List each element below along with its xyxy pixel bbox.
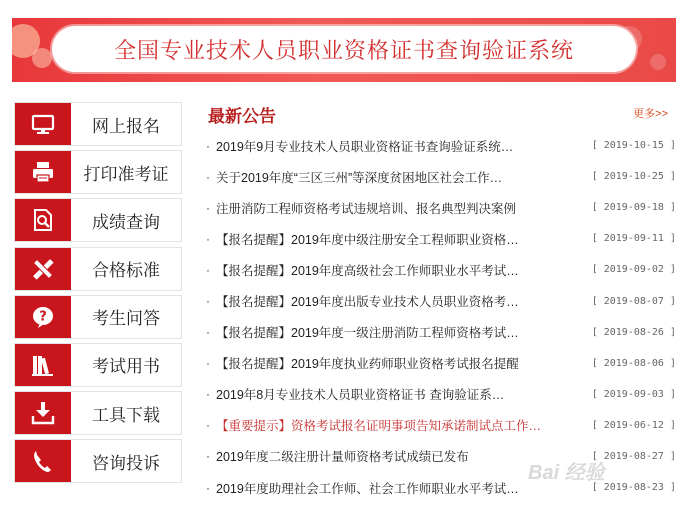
list-item[interactable] [200,223,676,254]
sidebar-item-score-query[interactable] [14,198,182,242]
bullet-icon: · [206,418,210,433]
sidebar-item-label: 成绩查询 [92,212,160,232]
decor-circle [650,54,666,70]
news-item-title[interactable]: 2019年度二级注册计量师资格考试成绩已发布 [216,450,469,465]
sidebar-item-tool-download[interactable] [14,391,182,435]
bullet-icon: · [206,294,210,309]
news-item-date: [ 2019-06-12 ] [591,419,676,431]
list-item[interactable] [200,285,676,316]
news-item-date: [ 2019-08-27 ] [591,450,676,462]
phone-icon [15,440,71,482]
sidebar-item-candidate-qa[interactable] [14,295,182,339]
sidebar-item-label: 咨询投诉 [92,453,160,473]
news-item-date: [ 2019-08-23 ] [591,482,676,494]
news-item-date: [ 2019-10-15 ] [591,140,676,152]
news-item-date: [ 2019-09-11 ] [591,233,676,245]
news-item-date: [ 2019-08-06 ] [591,357,676,369]
sidebar-item-label: 考试用书 [92,357,160,377]
search-document-icon [15,199,71,241]
books-icon [15,344,71,386]
title-pill [52,26,636,72]
sidebar-item-consult-complaint[interactable] [14,439,182,483]
sidebar-item-label: 合格标准 [92,261,160,281]
more-link[interactable]: 更多>> [633,108,668,120]
sidebar-item-passing-standard[interactable] [14,247,182,291]
list-item[interactable] [200,161,676,192]
news-item-title[interactable]: 【报名提醒】2019年度出版专业技术人员职业资格考… [216,295,519,310]
sidebar-item-online-registration[interactable] [14,102,182,146]
sidebar-item-label: 打印准考证 [83,164,169,184]
news-item-date: [ 2019-09-18 ] [591,202,676,214]
bullet-icon: · [206,325,210,340]
bullet-icon: · [206,138,210,153]
news-item-title-important[interactable]: 【重要提示】资格考试报名证明事项告知承诺制试点工作… [216,419,542,434]
page-title: 全国专业技术人员职业资格证书查询验证系统 [113,37,574,63]
watermark: Bai 经验 [528,462,605,484]
bullet-icon: · [206,200,210,215]
sidebar-item-label: 考生问答 [92,309,160,329]
decor-circle [32,48,52,68]
news-item-title[interactable]: 注册消防工程师资格考试违规培训、报名典型判决案例 [216,201,517,216]
list-item[interactable] [200,379,676,410]
header-banner [12,18,676,82]
news-item-title[interactable]: 2019年8月专业技术人员职业资格证书 查询验证系… [216,388,505,403]
list-item[interactable] [200,130,676,161]
news-item-date: [ 2019-09-03 ] [591,388,676,400]
announcements-list [200,130,676,503]
monitor-icon [15,103,71,145]
bullet-icon: · [206,169,210,184]
sidebar-menu [14,102,182,488]
news-item-date: [ 2019-08-07 ] [591,295,676,307]
sidebar-item-print-admission-ticket[interactable] [14,150,182,194]
svg-text:?: ? [39,309,47,325]
list-item[interactable] [200,192,676,223]
list-item[interactable] [200,254,676,285]
announcements-title: 最新公告 [208,107,276,126]
pencil-ruler-icon [15,248,71,290]
news-item-title[interactable]: 关于2019年度“三区三州”等深度贫困地区社会工作… [216,170,503,185]
news-item-title[interactable]: 【报名提醒】2019年度中级注册安全工程师职业资格… [216,232,519,247]
news-item-title[interactable]: 【报名提醒】2019年度执业药师职业资格考试报名提醒 [216,357,519,372]
question-bubble-icon [15,296,71,338]
announcements-header [200,100,676,126]
bullet-icon: · [206,356,210,371]
news-item-title[interactable]: 【报名提醒】2019年度高级社会工作师职业水平考试… [216,263,519,278]
bullet-icon: · [206,449,210,464]
list-item[interactable] [200,410,676,441]
news-item-title[interactable]: 2019年度助理社会工作师、社会工作师职业水平考试… [216,481,519,496]
sidebar-item-label: 网上报名 [92,116,160,136]
sidebar-item-label: 工具下载 [92,405,160,425]
news-item-date: [ 2019-08-26 ] [591,326,676,338]
news-item-date: [ 2019-10-25 ] [591,171,676,183]
bullet-icon: · [206,262,210,277]
bullet-icon: · [206,480,210,495]
announcements-panel [200,100,676,503]
printer-icon [15,151,71,193]
news-item-title[interactable]: 2019年9月专业技术人员职业资格证书查询验证系统… [216,139,514,154]
news-item-date: [ 2019-09-02 ] [591,264,676,276]
list-item[interactable] [200,348,676,379]
list-item[interactable] [200,317,676,348]
bullet-icon: · [206,231,210,246]
news-item-title[interactable]: 【报名提醒】2019年度一级注册消防工程师资格考试… [216,326,519,341]
bullet-icon: · [206,387,210,402]
download-icon [15,392,71,434]
sidebar-item-exam-books[interactable] [14,343,182,387]
